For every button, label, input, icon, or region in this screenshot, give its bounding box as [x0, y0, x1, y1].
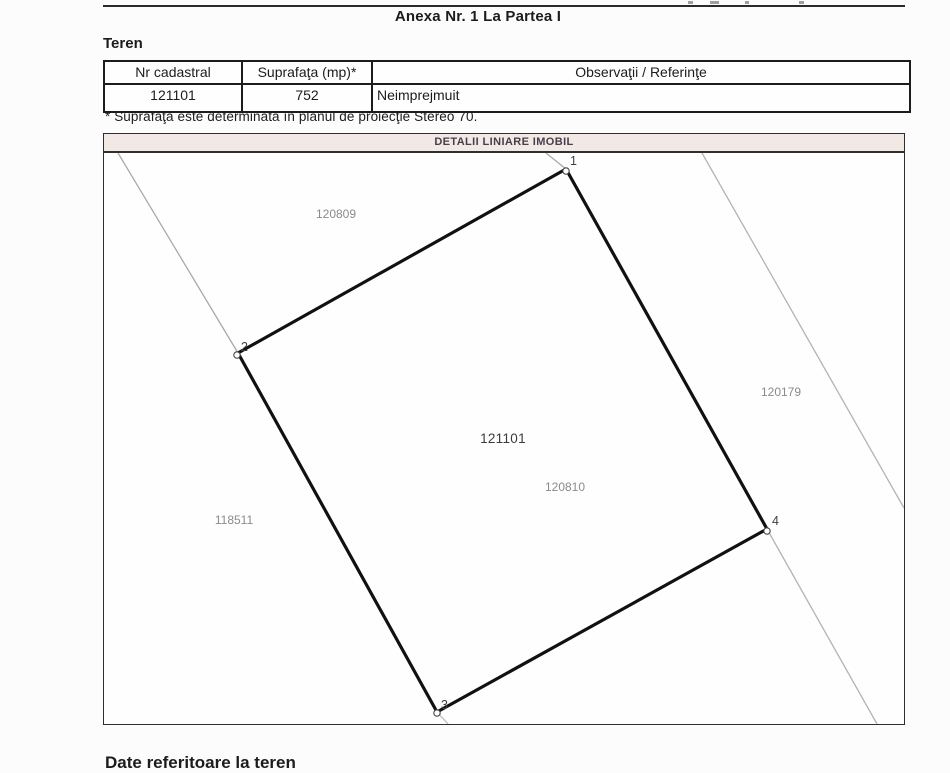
parcel-number-label: 121101 — [480, 431, 526, 446]
bottom-section-heading: Date referitoare la teren — [105, 753, 296, 772]
cell-observatii: Neimprejmuit — [372, 84, 910, 112]
cadastral-plan-frame — [103, 133, 905, 725]
table-footnote: * Suprafaţa este determinată în planul de proiecţie Stereo 70. — [105, 109, 478, 124]
cut-off-text-fragment — [688, 1, 693, 4]
neighbor-boundary-line-left — [118, 153, 238, 353]
vertex-label-3: 3 — [441, 698, 448, 712]
vertex-marker-1 — [563, 168, 569, 174]
vertex-label-2: 2 — [241, 340, 248, 354]
table-header-row — [104, 61, 910, 84]
cell-suprafata: 752 — [242, 84, 372, 112]
cut-off-text-fragment — [745, 1, 749, 4]
section-heading-teren: Teren — [103, 35, 143, 52]
neighbor-boundary-line-right — [702, 153, 904, 508]
page-title: Anexa Nr. 1 La Partea I — [394, 8, 562, 25]
neighbor-parcel-label-120179: 120179 — [760, 385, 802, 399]
teren-table — [103, 60, 911, 113]
cadastral-plan-drawing — [104, 153, 904, 724]
vertex-label-4: 4 — [772, 514, 779, 528]
vertex-marker-2 — [234, 352, 240, 358]
plan-title: DETALII LINIARE IMOBIL — [104, 134, 904, 153]
table-row — [104, 84, 910, 112]
vertex-label-1: 1 — [570, 154, 577, 168]
vertex-marker-3 — [434, 710, 440, 716]
neighbor-parcel-label-118511: 118511 — [214, 513, 254, 527]
col-header-suprafata: Suprafaţa (mp)* — [242, 61, 372, 84]
cut-off-text-fragment — [799, 1, 804, 4]
col-header-nr-cadastral: Nr cadastral — [104, 61, 242, 84]
neighbor-boundary-line-above-v1 — [546, 153, 566, 169]
cut-off-text-fragment — [710, 1, 719, 4]
col-header-observatii: Observaţii / Referinţe — [372, 61, 910, 84]
neighbor-boundary-line-below-v4 — [767, 529, 877, 724]
neighbor-parcel-label-120810: 120810 — [544, 480, 586, 494]
cell-nr-cadastral: 121101 — [104, 84, 242, 112]
neighbor-parcel-label-120809: 120809 — [315, 207, 357, 221]
top-divider-line — [103, 5, 905, 7]
vertex-marker-4 — [764, 528, 770, 534]
